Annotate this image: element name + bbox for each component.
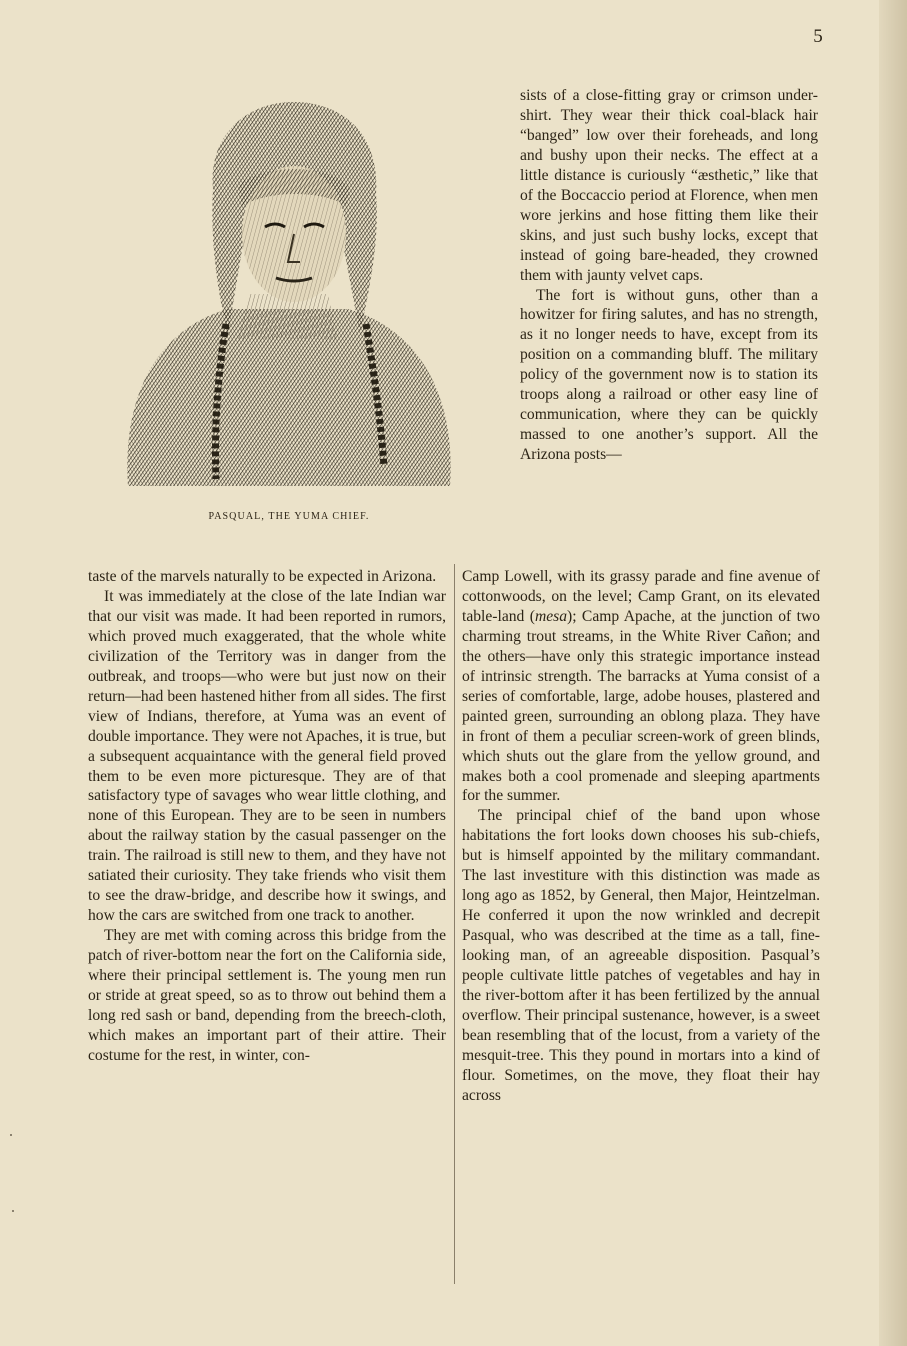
figure-caption: PASQUAL, THE YUMA CHIEF. <box>208 511 370 522</box>
paragraph: It was immediately at the close of the late Indian war that our visit was made. It had been reported in rumors, which proved much exaggerated, that the whole white civilization of the Territory was in danger from the outbreak, and troops—who were but just now on their return—had been hastened hither from all sides. The first view of Indians, therefore, at Yuma was an event of double importance. They were not Apaches, it is true, but a subsequent acquaintance with the general field proved them to be even more picturesque. They are of that satisfactory type of savages who wear little clothing, and none of this European. They are to be seen in numbers about the railway station by the casual passenger on the train. The railroad is still new to them, and they have not satiated their curiosity. They take friends who visit them to see the draw-bridge, and describe how it swings, and how the cars are switched from one track to another. <box>88 587 446 925</box>
column-left <box>88 567 446 1066</box>
column-divider <box>454 564 455 1284</box>
paragraph: sists of a close-fitting gray or crimson under-shirt. They wear their thick coal-black hair “banged” low over their foreheads, and long and bushy upon their necks. The effect at a little distance is curiously “æsthetic,” like that of the Boccaccio period at Florence, when men wore jerkins and hose fitting them like their skins, and just such bushy locks, except that instead of going bare-headed, they crowned them with jaunty velvet caps. <box>520 87 818 284</box>
portrait-engraving <box>118 94 460 486</box>
text-run: ); Camp Apache, at the junction of two charming trout streams, in the White River Cañon; and the others—have only this strategic importance instead of intrinsic strength. The barracks at Yuma consist of a series of comfortable, large, adobe houses, plastered and painted green, surrounding an oblong plaza. They have in front of them a peculiar screen-work of green blinds, which shuts out the glare from the yellow ground, and makes both a cool promenade and sleeping apartments for the summer. <box>462 607 820 805</box>
column-right <box>462 567 820 1106</box>
text-run: Camp Lowell, with its grassy parade and fine avenue of cottonwoods, on the level; Camp Grant, on its elevated table-land ( <box>462 568 820 625</box>
page-number: 5 <box>813 26 823 47</box>
paragraph: The fort is without guns, other than a howitzer for firing salutes, and has no strength, as it no longer needs to have, except from its position on a commanding bluff. The military policy of the government now is to station its troops along a railroad or other easy line of communication, where they can be quickly massed to one another’s support. All the Arizona posts— <box>520 286 818 464</box>
paper-speck <box>12 1210 14 1212</box>
column-top-right <box>520 86 818 465</box>
paragraph: The principal chief of the band upon whose habitations the fort looks down chooses his sub-chiefs, but is himself appointed by the military commandant. The last investiture with this distinction was made as long ago as 1852, by General, then Major, Heintzelman. He conferred it upon the now wrinkled and decrepit Pasqual, who was described at the time as a tall, fine-looking man, of an agreeable disposition. Pasqual’s people cultivate little patches of vegetables and hay in the river-bottom after it has been fertilized by the annual overflow. Their principal sustenance, however, is a sweet bean resembling that of the locust, from a variety of the mesquit-tree. This they pound in mortars into a kind of flour. Sometimes, on the move, they float their hay across <box>462 807 820 1104</box>
paper-speck <box>10 1134 12 1136</box>
paragraph <box>462 567 820 806</box>
page-edge <box>879 0 907 1346</box>
paragraph: They are met with coming across this bridge from the patch of river-bottom near the fort on the California side, where their principal settlement is. The young men run or stride at great speed, so as to throw out behind them a long red sash or band, depending from the breech-cloth, which makes an important part of their attire. Their costume for the rest, in winter, con- <box>88 927 446 1064</box>
italic-term: mesa <box>534 607 567 625</box>
paragraph: taste of the marvels naturally to be expected in Arizona. <box>88 568 437 585</box>
